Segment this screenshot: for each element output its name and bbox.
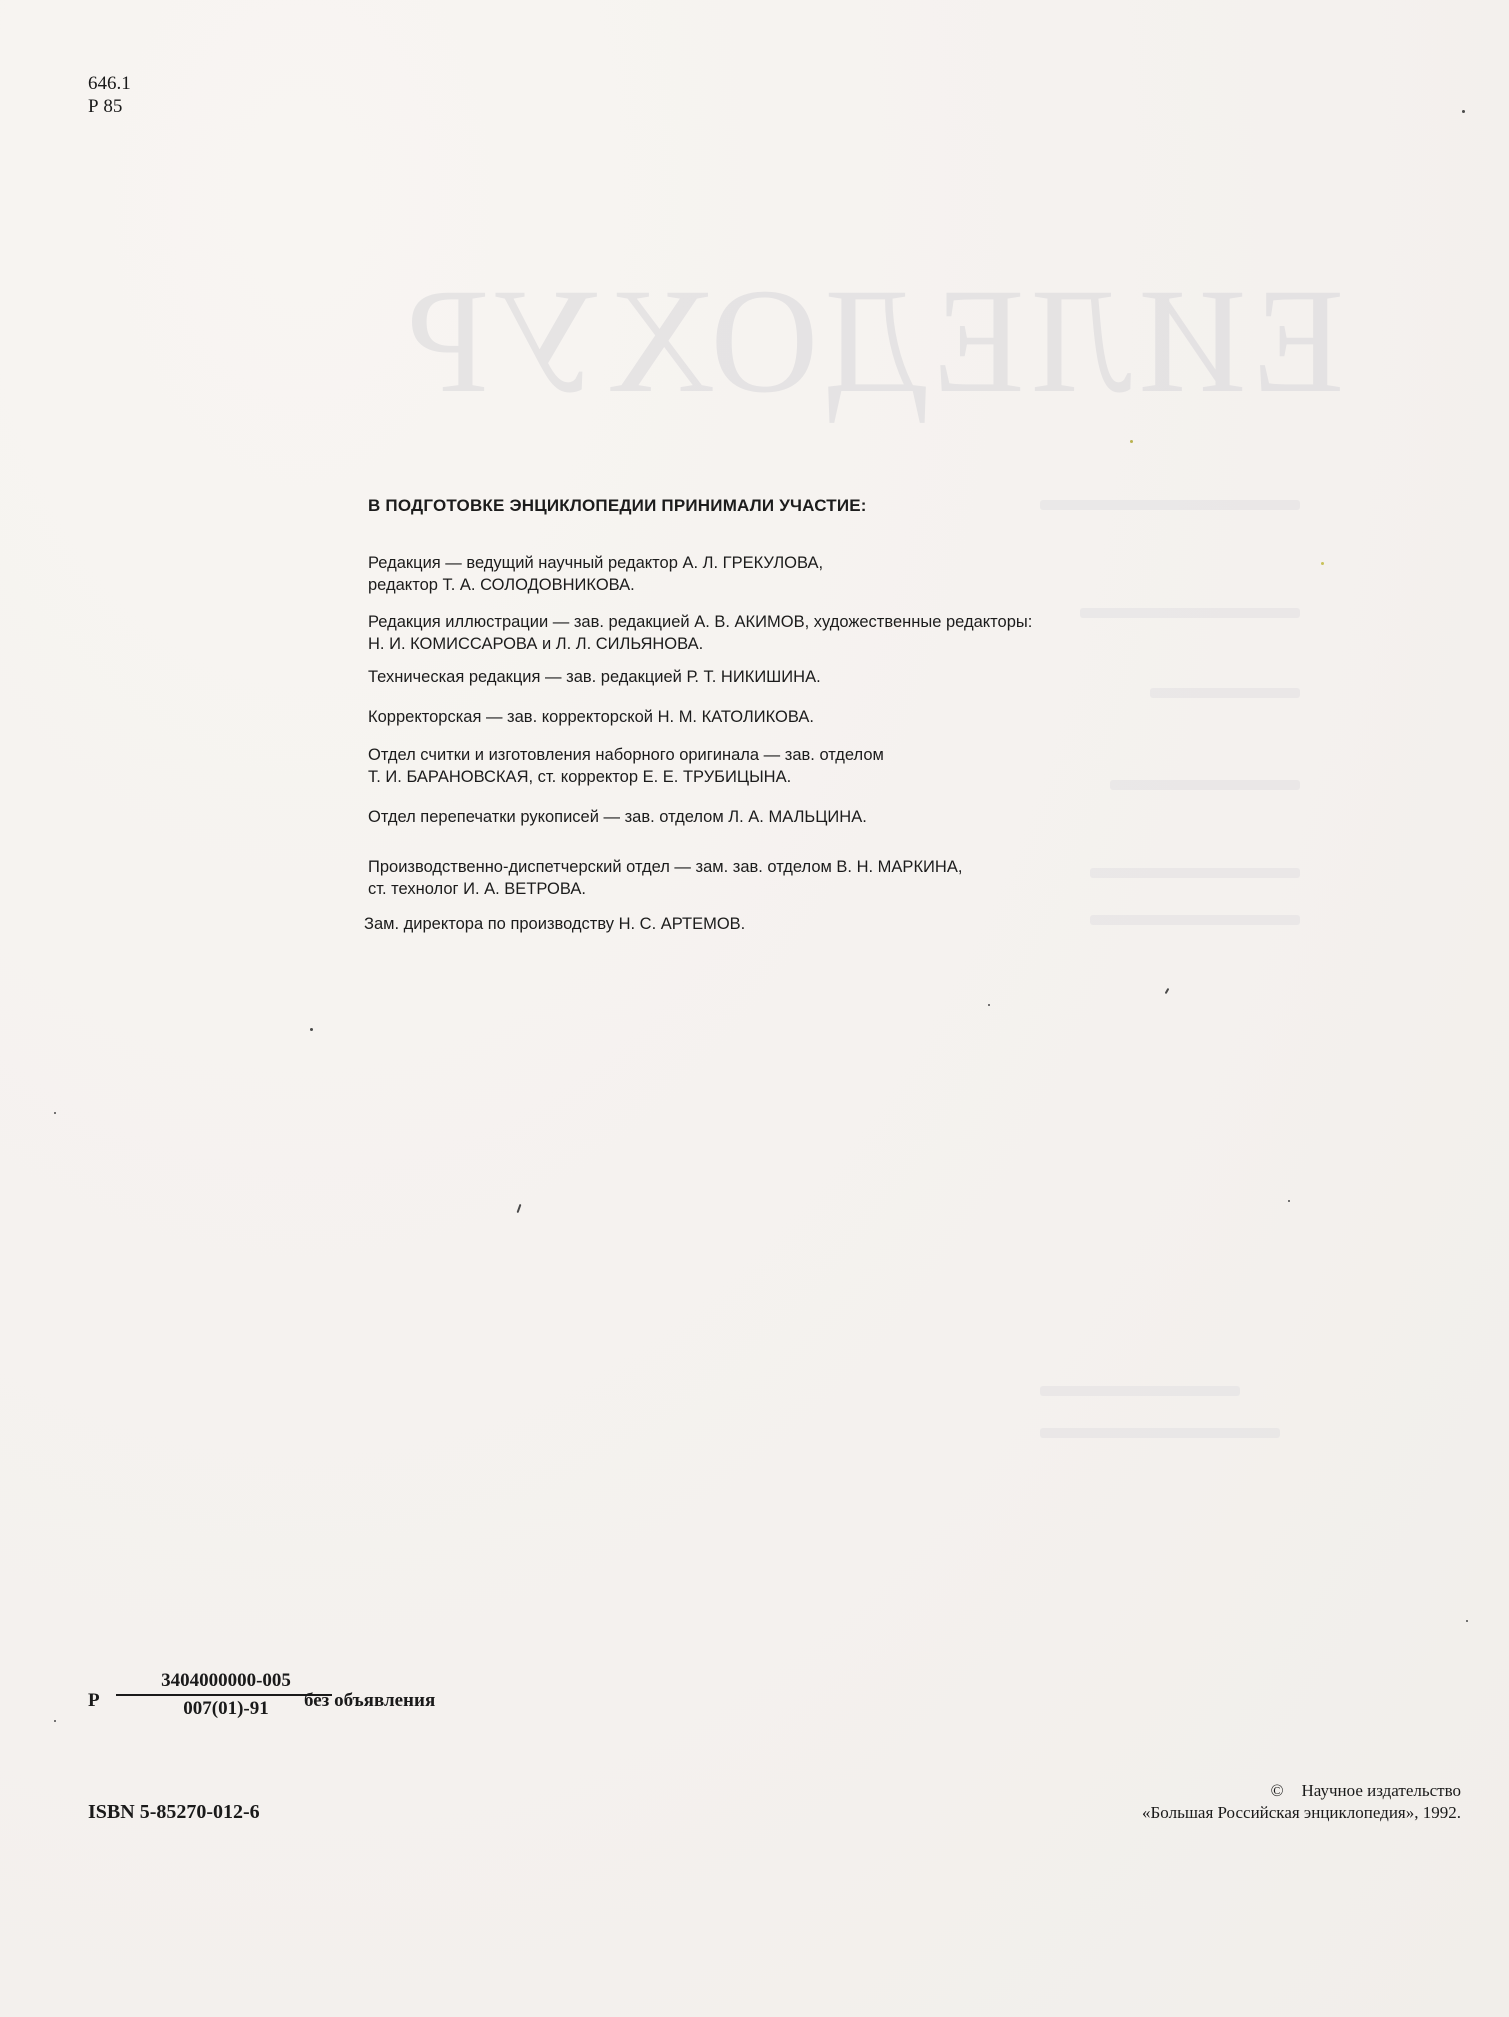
credit-line: Зам. директора по производству Н. С. АРТЕМОВ. [364,915,746,933]
credit-line: редактор Т. А. СОЛОДОВНИКОВА. [368,576,635,594]
copyright-symbol: © [1270,1781,1284,1800]
udc-code: 646.1 [88,73,131,94]
bleed-through-line [1090,868,1300,878]
credit-line: Редакция иллюстрации — зав. редакцией А. В. АКИМОВ, художественные редакторы: [368,613,1033,631]
scan-speck [1321,562,1324,565]
isbn: ISBN 5-85270-012-6 [88,1801,260,1823]
bleed-through-line [1090,915,1300,925]
credit-entry [368,611,1032,655]
scan-speck [1130,440,1133,443]
credit-entry [368,666,821,688]
pricing-note: без объявления [304,1690,436,1711]
credit-line: Т. И. БАРАНОВСКАЯ, ст. корректор Е. Е. ТРУБИЦЫНА. [368,768,792,786]
bleed-through-line [1040,1428,1280,1438]
catalog-indices [88,72,131,118]
scan-speck [310,1028,313,1031]
bleed-through-line [1150,688,1300,698]
pricing-fraction [116,1668,336,1722]
scan-speck [1462,110,1465,113]
credit-line: Отдел считки и изготовления наборного оригинала — зав. отделом [368,746,884,764]
credit-entry [368,806,867,828]
scan-speck [54,1720,56,1722]
publisher-copyright [1142,1780,1461,1824]
credit-line: Отдел перепечатки рукописей — зав. отделом Л. А. МАЛЬЦИНА. [368,808,867,826]
bleed-through-line [1110,780,1300,790]
scan-speck [1288,1200,1290,1202]
credit-entry [368,856,962,900]
credits-heading: В ПОДГОТОВКЕ ЭНЦИКЛОПЕДИИ ПРИНИМАЛИ УЧАСТИЕ: [368,496,867,515]
credit-line: Техническая редакция — зав. редакцией Р. Т. НИКИШИНА. [368,668,821,686]
credit-entry [368,552,823,596]
bleed-through-line [1080,608,1300,618]
scan-speck [517,1204,522,1213]
scan-speck [1165,988,1170,994]
scan-speck [1466,1620,1468,1622]
bleed-through-title: ЕИЛЕДОХУР [400,258,1345,424]
bbk-code: Р 85 [88,96,123,117]
bleed-through-line [1040,1386,1240,1396]
pricing-denominator: 007(01)-91 [183,1698,269,1719]
credit-entry [368,706,814,728]
credit-entry [368,744,884,788]
scan-speck [54,1112,56,1114]
credit-line: Редакция — ведущий научный редактор А. Л. ГРЕКУЛОВА, [368,554,824,572]
pricing-letter: Р [88,1690,100,1711]
publisher-line: Научное издательство [1301,1781,1461,1800]
credit-line: Производственно-диспетчерский отдел — зам. зав. отделом В. Н. МАРКИНА, [368,858,963,876]
pricing-numerator: 3404000000-005 [161,1670,291,1691]
publisher-line: «Большая Российская энциклопедия», 1992. [1142,1803,1461,1822]
scan-speck [988,1004,990,1006]
credits-block [364,496,1268,933]
credit-line: ст. технолог И. А. ВЕТРОВА. [368,880,586,898]
credit-entry [364,913,745,935]
credit-line: Корректорская — зав. корректорской Н. М. КАТОЛИКОВА. [368,708,814,726]
credit-line: Н. И. КОМИССАРОВА и Л. Л. СИЛЬЯНОВА. [368,635,704,653]
